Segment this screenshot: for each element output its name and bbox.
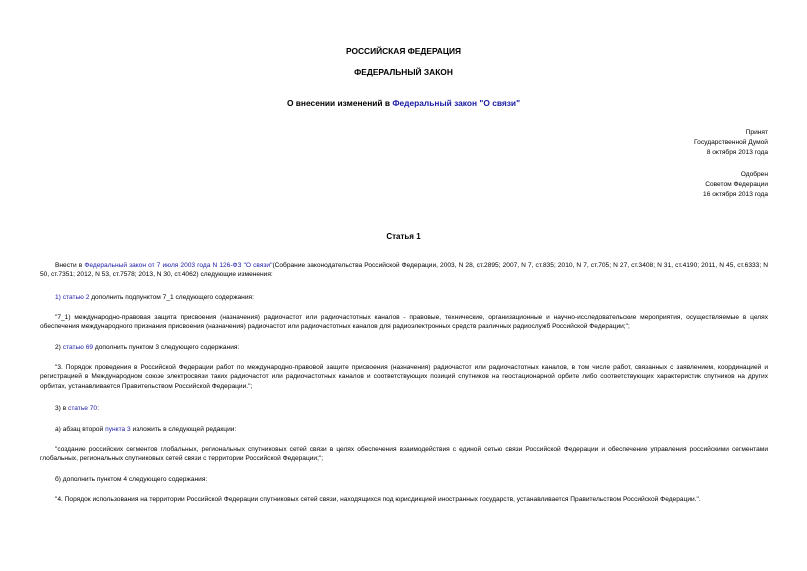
item-3b-quote: "4. Порядок использования на территории Российской Федерации спутниковых сетей связи, находящихся под юрисдикцией иностранных государств, устанавливается Правительством Российской Федерации.".: [55, 496, 701, 503]
item-3b: б) дополнить пунктом 4 следующего содержания:: [55, 476, 208, 483]
law-type-heading: ФЕДЕРАЛЬНЫЙ ЗАКОН: [354, 67, 453, 77]
approved-line-2: Советом Федерации: [705, 180, 768, 188]
item-3: [40, 404, 768, 413]
approved-line-1: Одобрен: [740, 171, 768, 178]
adopted-line-2: Государственной Думой: [694, 138, 768, 146]
article-heading: Статья 1: [386, 232, 421, 241]
item-1-rest: дополнить подпунктом 7_1 следующего содержания:: [89, 294, 254, 301]
federation-heading: РОССИЙСКАЯ ФЕДЕРАЦИЯ: [345, 46, 462, 56]
law-title-link[interactable]: Федеральный закон "О связи": [392, 98, 521, 108]
item-3a-prefix: а) абзац второй: [55, 426, 106, 433]
item-2-quote: "3. Порядок проведения в Российской Федерации работ по международно-правовой защите присвоения (назначения) радиочастот или радиочастотных каналов, в том числе работ, связанных с заявлением, координацией и регистрацией в Международном союзе электросвязи таких радиочастот или радиочастотных каналов и соответствующих позиций спутников на геостационарной орбите либо соответствующих характеристик спутников на других орбитах, устанавливается Правительством Российской Федерации.";: [40, 364, 768, 390]
intro-rest: (Собрание законодательства Российской Федерации, 2003, N 28, ст.2895; 2007, N 7, ст.835; 2010, N 7, ст.705; N 27, ст.3408; N 31, ст.4190; 2011, N 45, ст.6333; N 50, ст.7351; 2012, N 53, ст.7578; 2013, N 30, ст.4062) следующие изменения:: [40, 262, 768, 279]
law-title-prefix: О внесении изменений в: [286, 98, 393, 108]
item-3-num: 3) в: [55, 405, 69, 412]
item-1-link[interactable]: статью 2: [62, 294, 90, 301]
adopted-line-1: Принят: [745, 129, 768, 136]
item-3a-rest: изложить в следующей редакции:: [130, 426, 237, 433]
item-2-link[interactable]: статью 69: [62, 344, 94, 351]
item-3a: [40, 425, 768, 434]
law-title: [0, 98, 807, 110]
article-intro: [40, 261, 768, 280]
adopted-block: [694, 128, 768, 158]
item-2: [40, 343, 768, 352]
item-1: [40, 293, 768, 302]
approved-block: [703, 170, 768, 200]
item-3-rest: :: [97, 405, 99, 412]
item-3a-quote: "создание российских сегментов глобальных, региональных спутниковых сетей связи в целях обеспечения взаимодействия с единой сетью связи Российской Федерации и обеспечение управления российскими сегментами глобальных, региональных спутниковых сетей связи с территории Российской Федерации;";: [40, 446, 768, 463]
intro-law-link[interactable]: Федеральный закон от 7 июля 2003 года N 126-ФЗ "О связи": [84, 262, 273, 269]
item-3a-link[interactable]: пункта 3: [105, 426, 131, 433]
item-2-rest: дополнить пунктом 3 следующего содержания:: [93, 344, 240, 351]
item-2-num: 2): [55, 344, 63, 351]
adopted-line-3: 8 октября 2013 года: [706, 148, 768, 156]
intro-prefix: Внести в: [55, 262, 85, 269]
item-1-quote: "7_1) международно-правовая защита присвоения (назначения) радиочастот или радиочастотных каналов - правовые, технические, организационные и научно-исследовательские мероприятия, осуществляемые в целях обеспечения международного признания присвоения (назначения) радиочастот или радиочастотных каналов для радиоэлектронных средств различных радиослужб Российской Федерации;";: [40, 314, 768, 331]
item-3-link[interactable]: статье 70: [68, 405, 98, 412]
approved-line-3: 16 октября 2013 года: [703, 190, 768, 198]
item-1-num: 1): [55, 294, 63, 301]
